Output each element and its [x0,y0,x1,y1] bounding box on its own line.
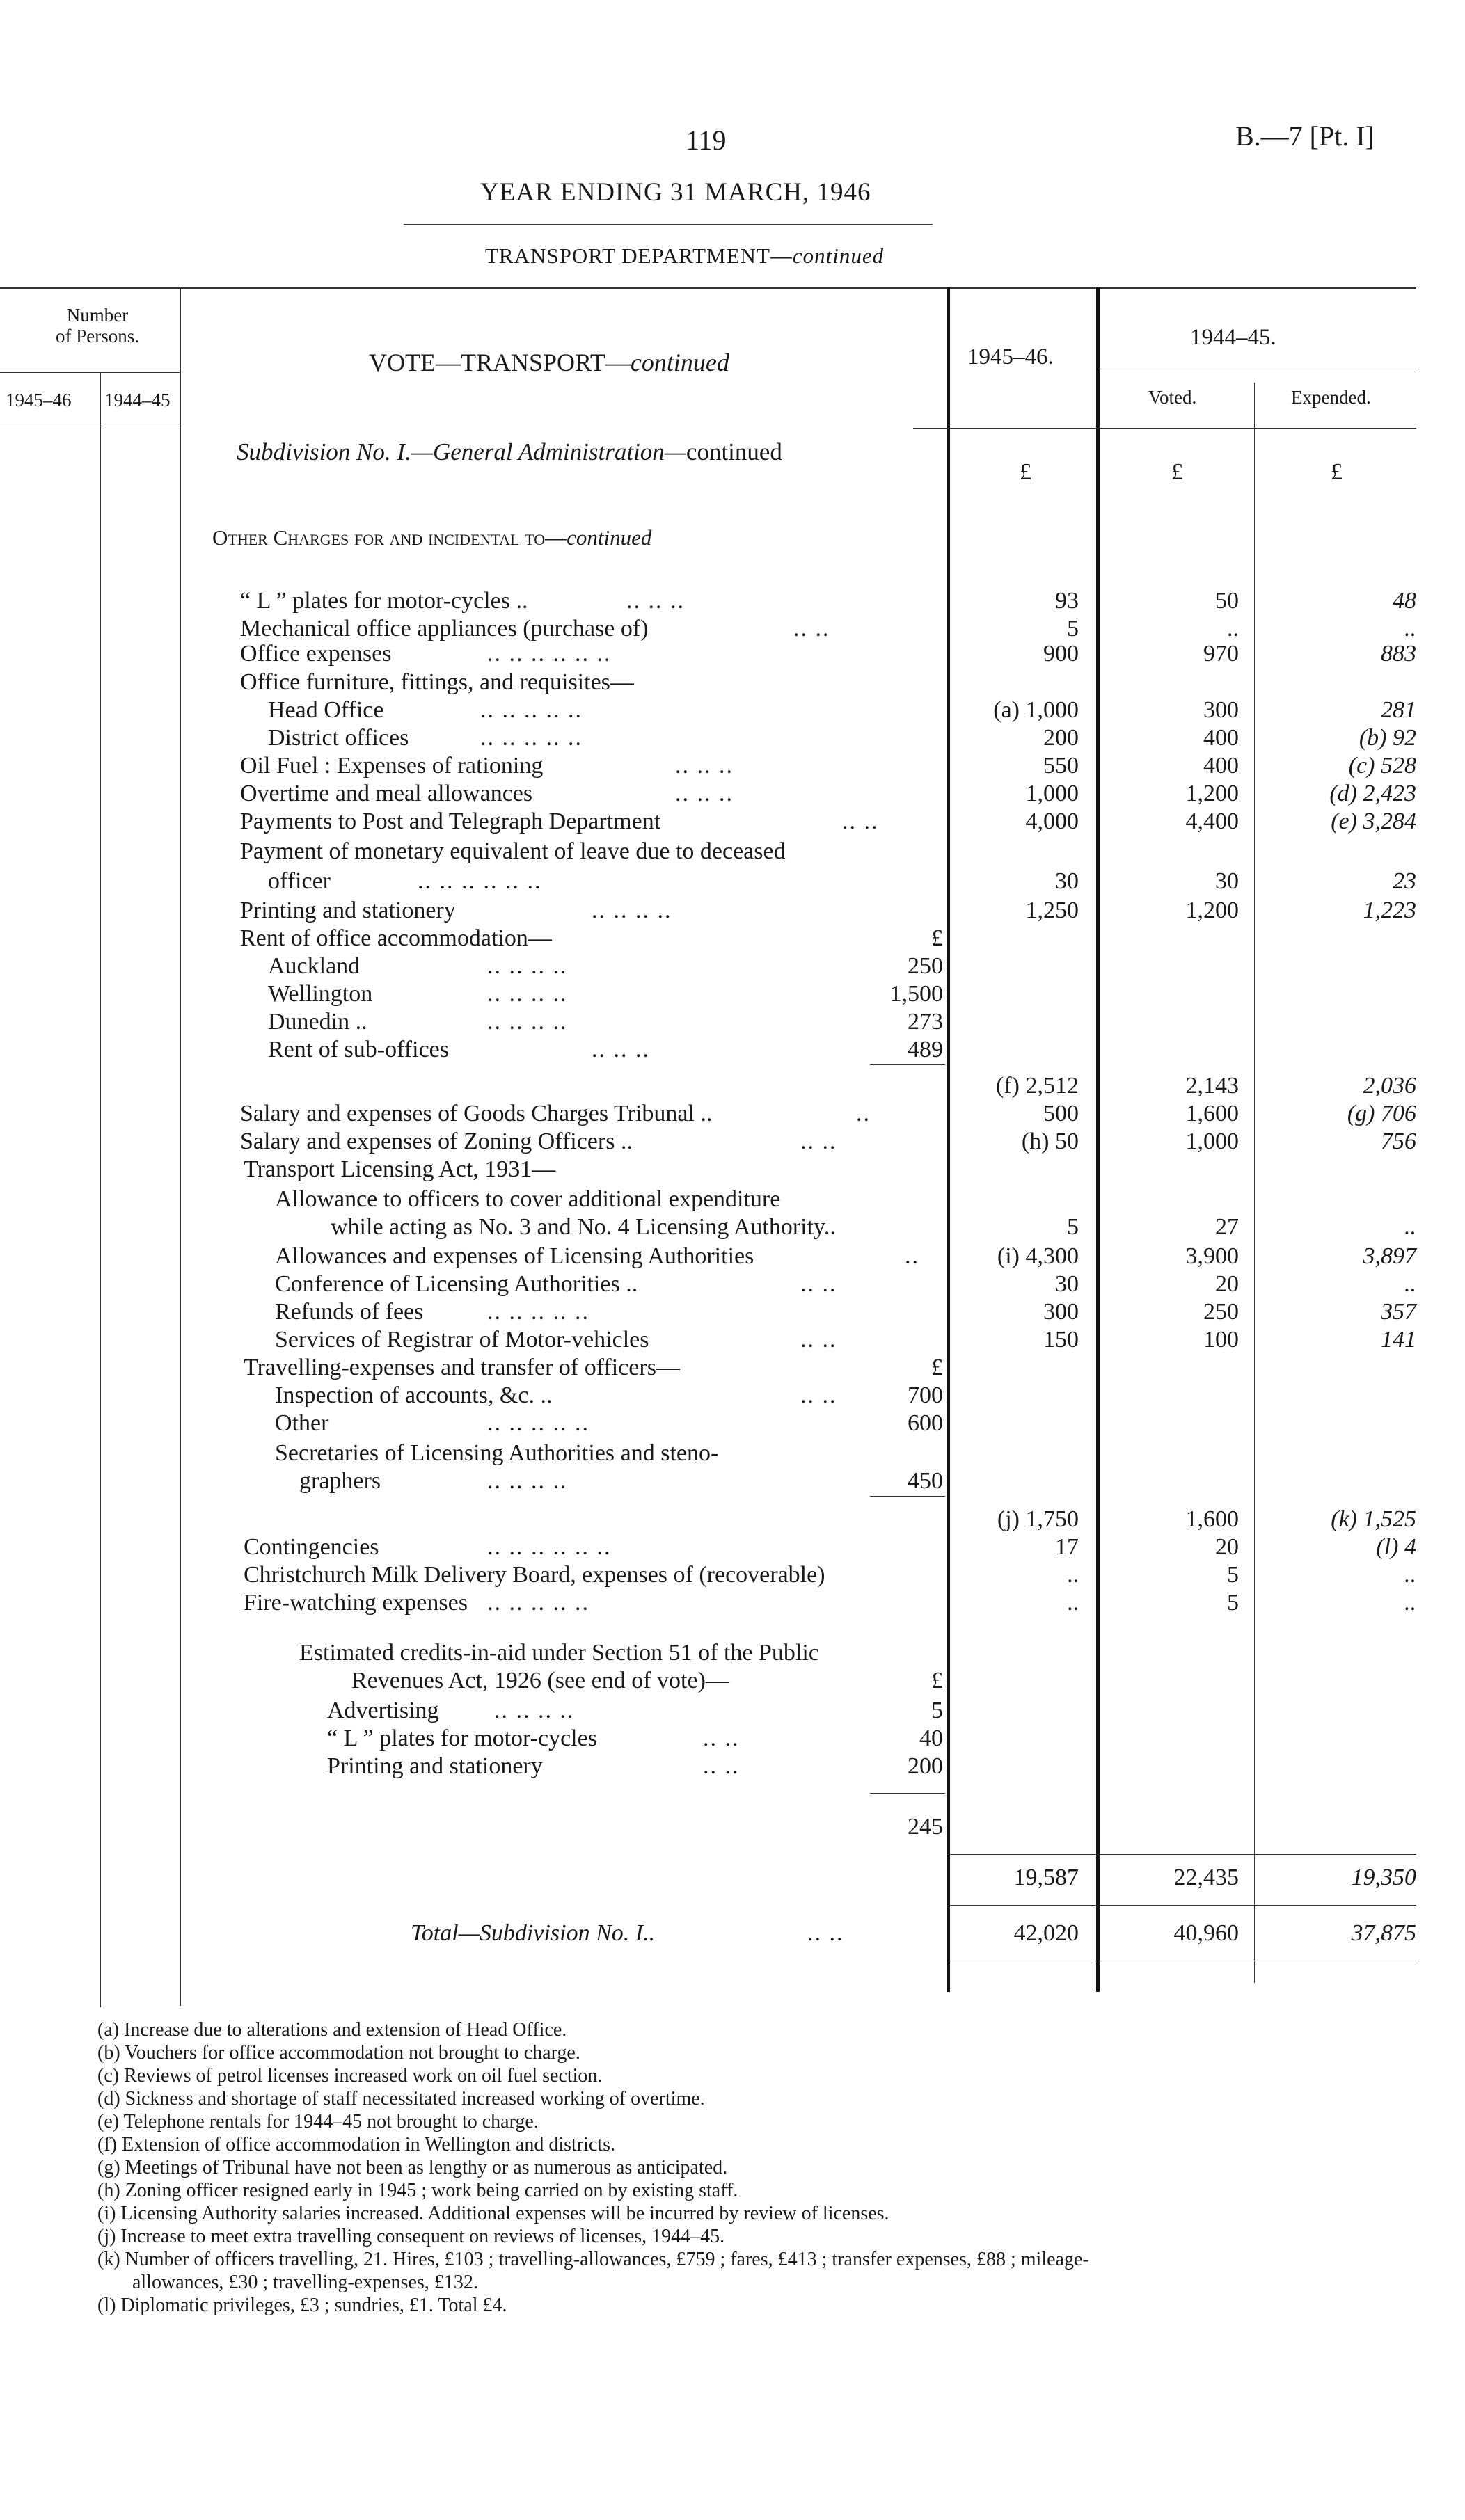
amount-1945: 200 [1043,725,1079,751]
credits-heading-line1: Estimated credits-in-aid under Section 51 of the Public [299,1640,819,1666]
leader-dots: .. .. [800,1382,837,1408]
amount-expended: 23 [1393,868,1416,894]
amount-voted: 20 [1215,1271,1239,1297]
sub-amount: 489 [908,1037,943,1062]
total-label: Total—Subdivision No. I.. [411,1920,656,1946]
amount-expended: 48 [1393,588,1416,614]
item-label: Auckland [268,953,361,979]
amount-expended: 3,897 [1363,1243,1416,1269]
sub-amount: 250 [908,953,943,979]
credits-total-rule [870,1793,945,1794]
amount-voted: 5 [1227,1562,1239,1588]
amount-expended: (c) 528 [1348,753,1416,779]
leader-dots: .. .. .. [675,753,734,779]
leader-dots: .. .. [703,1725,740,1751]
total-dots: .. .. [807,1920,844,1946]
pound-sign-expended: £ [1331,459,1343,485]
amount-expended: .. [1404,1271,1416,1297]
pound-sign-1945: £ [1020,459,1031,485]
leader-dots: .. .. [800,1129,837,1154]
amount-voted: 1,600 [1185,1506,1239,1532]
amount-1945: (h) 50 [1021,1129,1079,1154]
footnote: (d) Sickness and shortage of staff necessitated increased working of overtime. [97,2088,705,2110]
credit-item-label: Printing and stationery [327,1753,543,1779]
amount-expended: 281 [1381,697,1416,723]
credit-item-value: 40 [919,1725,943,1751]
sub-amount: 450 [908,1468,943,1494]
sub-amount: 273 [908,1009,943,1035]
leader-dots: .. .. .. [592,1037,650,1062]
item-label: Refunds of fees [275,1299,424,1325]
item-label: Salary and expenses of Zoning Officers .. [240,1129,633,1154]
total-expended: 37,875 [1351,1920,1416,1946]
sub-amount: £ [931,925,943,951]
col-header-voted: Voted. [1148,387,1197,408]
item-label: Christchurch Milk Delivery Board, expenses of (recoverable) [244,1562,825,1588]
credit-item-value: 5 [931,1698,943,1723]
leader-dots: .. .. .. [626,588,685,614]
persons-heading-line2: of Persons. [56,326,139,346]
subtotal-bottom-rule [948,1905,1416,1906]
item-label: Office expenses [240,641,392,667]
amount-voted: 400 [1203,753,1239,779]
amount-1945: 4,000 [1025,808,1079,834]
leader-dots: .. .. .. .. .. [487,1299,589,1325]
amount-1945: .. [1067,1590,1079,1616]
amount-1945: 93 [1055,588,1079,614]
amount-expended: (k) 1,525 [1331,1506,1416,1532]
leader-dots: .. .. [842,808,879,834]
item-label: District offices [268,725,409,751]
amount-expended: 357 [1381,1299,1416,1325]
total-voted: 40,960 [1173,1920,1239,1946]
col-header-1945: 1945–46. [967,344,1054,369]
item-label: officer [268,868,331,894]
amount-1945: 30 [1055,1271,1079,1297]
leader-dots: .. [905,1243,919,1269]
credits-heading-line2: Revenues Act, 1926 (see end of vote)— [351,1668,729,1693]
amount-1945: 150 [1043,1327,1079,1353]
item-label: Fire-watching expenses [244,1590,468,1616]
c1945-col-divider [1096,287,1100,1992]
item-label: Salary and expenses of Goods Charges Tribunal .. [240,1101,713,1126]
amount-voted: .. [1227,616,1239,641]
pound-sign-voted: £ [1171,459,1183,485]
item-label: Contingencies [244,1534,379,1560]
leader-dots: .. .. .. .. .. .. [487,1534,612,1560]
leader-dots: .. .. .. .. [592,898,672,923]
total-1945: 42,020 [1013,1920,1079,1946]
col-header-1944: 1944–45. [1190,325,1276,350]
leader-dots: .. .. .. .. .. [480,697,583,723]
amount-1945: 1,000 [1025,781,1079,806]
amount-voted: 30 [1215,868,1239,894]
footnote: allowances, £30 ; travelling-expenses, £132. [132,2272,478,2293]
leader-dots: .. .. .. .. [487,981,568,1007]
footnote: (h) Zoning officer resigned early in 1945 ; work being carried on by existing staff. [97,2180,738,2201]
document-reference: B.—7 [Pt. I] [1235,120,1375,152]
column-heading-rule [913,428,1416,429]
item-label: Rent of sub-offices [268,1037,449,1062]
amount-voted: 3,900 [1185,1243,1239,1269]
footnote: (i) Licensing Authority salaries increased. Additional expenses will be incurred by review of licenses. [97,2203,889,2224]
amount-expended: (g) 706 [1347,1101,1416,1126]
subdivision-heading [237,438,782,466]
amount-voted: 1,200 [1185,781,1239,806]
amount-expended: .. [1404,616,1416,641]
amount-voted: 1,000 [1185,1129,1239,1154]
persons-col-divider [180,287,181,2006]
amount-voted: 250 [1203,1299,1239,1325]
footnote: (c) Reviews of petrol licenses increased work on oil fuel section. [97,2065,603,2087]
amount-voted: 4,400 [1185,808,1239,834]
item-label: Head Office [268,697,384,723]
footnote: (l) Diplomatic privileges, £3 ; sundries, £1. Total £4. [97,2295,507,2316]
amount-voted: 20 [1215,1534,1239,1560]
item-label: Allowance to officers to cover additional expenditure [275,1186,781,1212]
item-label: Transport Licensing Act, 1931— [244,1156,556,1182]
leader-dots: .. .. .. .. [494,1698,575,1723]
leader-dots: .. [856,1101,871,1126]
col-header-expended: Expended. [1291,387,1371,408]
item-label: Travelling-expenses and transfer of officers— [244,1355,680,1380]
amount-voted: 970 [1203,641,1239,667]
travel-group-rule [870,1496,945,1497]
amount-1945: 30 [1055,868,1079,894]
department-continued: continued [792,244,885,268]
credit-item-value: 200 [908,1753,943,1779]
sub-amount: 700 [908,1382,943,1408]
item-label: Oil Fuel : Expenses of rationing [240,753,544,779]
leader-dots: .. .. .. .. .. .. [418,868,542,894]
subdivision-name: Subdivision No. I.—General Administration— [237,438,686,465]
item-label: Payment of monetary equivalent of leave due to deceased [240,838,786,864]
amount-1945: 5 [1067,616,1079,641]
leader-dots: .. .. [793,616,830,641]
item-label: Overtime and meal allowances [240,781,533,806]
other-charges-continued: continued [567,525,652,550]
footnote: (e) Telephone rentals for 1944–45 not brought to charge. [97,2111,539,2132]
amount-1945: 900 [1043,641,1079,667]
footnote: (g) Meetings of Tribunal have not been as lengthy or as numerous as anticipated. [97,2157,728,2178]
amount-voted: 2,143 [1185,1073,1239,1099]
amount-expended: (l) 4 [1376,1534,1416,1560]
amount-expended: 883 [1381,641,1416,667]
item-label: Conference of Licensing Authorities .. [275,1271,638,1297]
vote-name: VOTE—TRANSPORT— [369,349,631,376]
amount-expended: 756 [1381,1129,1416,1154]
item-label: “ L ” plates for motor-cycles .. [240,588,528,614]
leader-dots: .. .. .. .. .. .. [487,641,612,667]
item-label: Office furniture, fittings, and requisites— [240,669,634,695]
vote-title [369,348,729,377]
text-col-divider [947,287,950,1992]
amount-1945: (i) 4,300 [997,1243,1079,1269]
amount-expended: 2,036 [1363,1073,1416,1099]
amount-voted: 300 [1203,697,1239,723]
footnote: (a) Increase due to alterations and extension of Head Office. [97,2019,567,2041]
persons-heading-rule [0,372,180,373]
credit-item-label: Advertising [327,1698,439,1723]
footnote: (b) Vouchers for office accommodation not brought to charge. [97,2042,580,2064]
amount-1945: 500 [1043,1101,1079,1126]
page-number: 119 [686,125,727,156]
other-charges-label: Other Charges for and incidental to— [212,525,567,550]
item-label: Services of Registrar of Motor-vehicles [275,1327,649,1353]
amount-voted: 400 [1203,725,1239,751]
footnote: (j) Increase to meet extra travelling consequent on reviews of licenses, 1944–45. [97,2226,725,2247]
footnote: (f) Extension of office accommodation in Wellington and districts. [97,2134,615,2155]
leader-dots: .. .. .. [675,781,734,806]
amount-1945: (a) 1,000 [993,697,1079,723]
amount-voted: 100 [1203,1327,1239,1353]
sub-amount: £ [931,1355,943,1380]
persons-subcol-divider [100,372,101,2007]
item-label: Payments to Post and Telegraph Department [240,808,661,834]
amount-1945: (f) 2,512 [996,1073,1079,1099]
item-label: graphers [299,1468,381,1494]
sub-amount: 600 [908,1410,943,1436]
amount-expended: 1,223 [1363,898,1416,923]
table-top-rule [0,287,1416,289]
persons-col-1944: 1944–45 [104,390,171,410]
item-label: Rent of office accommodation— [240,925,552,951]
rent-group-rule [870,1064,945,1065]
amount-expended: 141 [1381,1327,1416,1353]
subtotal-voted: 22,435 [1173,1865,1239,1890]
persons-heading-line1: Number [66,305,129,326]
credit-item-label: “ L ” plates for motor-cycles [327,1725,597,1751]
subdivision-continued: continued [686,438,782,465]
amount-expended: .. [1404,1590,1416,1616]
amount-1945: (j) 1,750 [997,1506,1079,1532]
department-heading [485,244,884,269]
amount-1945: 550 [1043,753,1079,779]
amount-voted: 5 [1227,1590,1239,1616]
vote-continued: continued [630,349,729,376]
amount-expended: .. [1404,1562,1416,1588]
amount-voted: 50 [1215,588,1239,614]
item-label: Allowances and expenses of Licensing Authorities [275,1243,754,1269]
item-label: Other [275,1410,329,1436]
department-name: TRANSPORT DEPARTMENT— [485,244,793,268]
credits-total: 245 [908,1814,943,1840]
persons-col-1945: 1945–46 [6,390,72,410]
item-label: Mechanical office appliances (purchase of) [240,616,649,641]
subtotal-expended: 19,350 [1351,1865,1416,1890]
leader-dots: .. .. .. .. .. [487,1590,589,1616]
amount-expended: .. [1404,1214,1416,1240]
amount-1945: .. [1067,1562,1079,1588]
leader-dots: .. .. [800,1327,837,1353]
amount-1945: 17 [1055,1534,1079,1560]
subtotal-top-rule [948,1854,1416,1855]
leader-dots: .. .. [800,1271,837,1297]
persons-heading [28,305,167,346]
amount-1945: 1,250 [1025,898,1079,923]
item-label: Inspection of accounts, &c. .. [275,1382,553,1408]
voted-expended-divider [1254,383,1255,1983]
amount-voted: 1,600 [1185,1101,1239,1126]
item-label: Dunedin .. [268,1009,367,1035]
leader-dots: .. .. .. .. .. [480,725,583,751]
amount-expended: (b) 92 [1359,725,1416,751]
amount-voted: 27 [1215,1214,1239,1240]
item-label: Wellington [268,981,373,1007]
leader-dots: .. .. .. .. [487,1468,568,1494]
item-label: Printing and stationery [240,898,456,923]
item-label: while acting as No. 3 and No. 4 Licensing Authority.. [331,1214,836,1240]
amount-expended: (d) 2,423 [1329,781,1416,806]
footnote: (k) Number of officers travelling, 21. Hires, £103 ; travelling-allowances, £759 ; fares, £413 ; transfer expenses, £88 ; mileage- [97,2249,1089,2270]
leader-dots: .. .. .. .. [487,953,568,979]
amount-1945: 5 [1067,1214,1079,1240]
leader-dots: .. .. .. .. [487,1009,568,1035]
leader-dots: .. .. .. .. .. [487,1410,589,1436]
subtotal-1945: 19,587 [1013,1865,1079,1890]
credits-pound-sign: £ [931,1668,943,1693]
amount-expended: (e) 3,284 [1331,808,1416,834]
item-label: Secretaries of Licensing Authorities and steno- [275,1440,719,1466]
sub-amount: 1,500 [889,981,943,1007]
leader-dots: .. .. [703,1753,740,1779]
amount-1945: 300 [1043,1299,1079,1325]
other-charges-heading [212,525,651,550]
title-rule [404,224,933,225]
page-title: YEAR ENDING 31 MARCH, 1946 [480,178,871,207]
amount-voted: 1,200 [1185,898,1239,923]
